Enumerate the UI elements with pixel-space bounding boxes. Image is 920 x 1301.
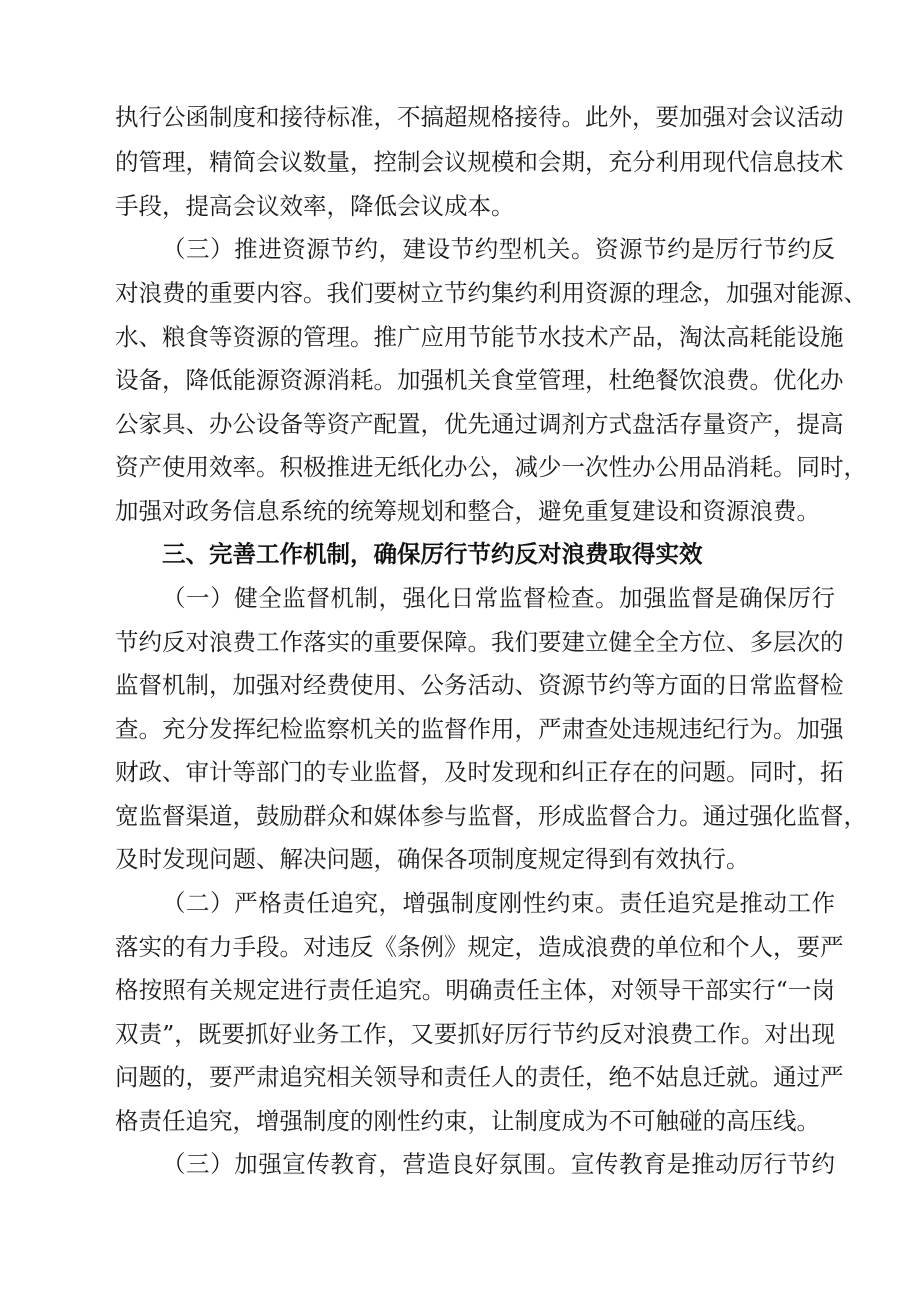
subsection-heading-line: （三）推进资源节约，建设节约型机关。资源节约是厉行节约反	[162, 235, 835, 263]
body-text-line: 手段，提高会议效率，降低会议成本。	[115, 192, 515, 220]
body-text-line: 水、粮食等资源的管理。推广应用节能节水技术产品，淘汰高耗能设施	[115, 323, 844, 351]
body-text-line: 节约反对浪费工作落实的重要保障。我们要建立健全全方位、多层次的	[115, 628, 844, 656]
body-text-line: 设备，降低能源资源消耗。加强机关食堂管理，杜绝餐饮浪费。优化办	[115, 366, 844, 394]
subsection-heading-line: （二）严格责任追究，增强制度刚性约束。责任追究是推动工作	[162, 889, 835, 917]
body-text-line: 资产使用效率。积极推进无纸化办公，减少一次性办公用品消耗。同时，	[115, 453, 867, 481]
section-heading: 三、完善工作机制，确保厉行节约反对浪费取得实效	[162, 540, 703, 568]
body-text-line: 监督机制，加强对经费使用、公务活动、资源节约等方面的日常监督检	[115, 671, 844, 699]
body-text-line: 格按照有关规定进行责任追究。明确责任主体，对领导干部实行“一岗	[115, 976, 835, 1004]
body-text-line: 查。充分发挥纪检监察机关的监督作用，严肃查处违规违纪行为。加强	[115, 715, 844, 743]
body-text-line: 执行公函制度和接待标准，不搞超规格接待。此外，要加强对会议活动	[115, 103, 844, 131]
subsection-heading-line: （一）健全监督机制，强化日常监督检查。加强监督是确保厉行	[162, 584, 835, 612]
body-text-line: 财政、审计等部门的专业监督，及时发现和纠正存在的问题。同时，拓	[115, 758, 844, 786]
body-text-line: 加强对政务信息系统的统筹规划和整合，避免重复建设和资源浪费。	[115, 497, 820, 525]
body-text-line: 的管理，精简会议数量，控制会议规模和会期，充分利用现代信息技术	[115, 148, 844, 176]
body-text-line: 双责”，既要抓好业务工作，又要抓好厉行节约反对浪费工作。对出现	[115, 1020, 835, 1048]
body-text-line: 格责任追究，增强制度的刚性约束，让制度成为不可触碰的高压线。	[115, 1107, 820, 1135]
body-text-line: 问题的，要严肃追究相关领导和责任人的责任，绝不姑息迁就。通过严	[115, 1063, 844, 1091]
subsection-heading-line: （三）加强宣传教育，营造良好氛围。宣传教育是推动厉行节约	[162, 1150, 835, 1178]
body-text-line: 公家具、办公设备等资产配置，优先通过调剂方式盘活存量资产，提高	[115, 410, 844, 438]
body-text-line: 落实的有力手段。对违反《条例》规定，造成浪费的单位和个人，要严	[115, 933, 844, 961]
body-text-line: 及时发现问题、解决问题，确保各项制度规定得到有效执行。	[115, 845, 750, 873]
body-text-line: 宽监督渠道，鼓励群众和媒体参与监督，形成监督合力。通过强化监督，	[115, 802, 867, 830]
body-text-line: 对浪费的重要内容。我们要树立节约集约利用资源的理念，加强对能源、	[115, 279, 867, 307]
